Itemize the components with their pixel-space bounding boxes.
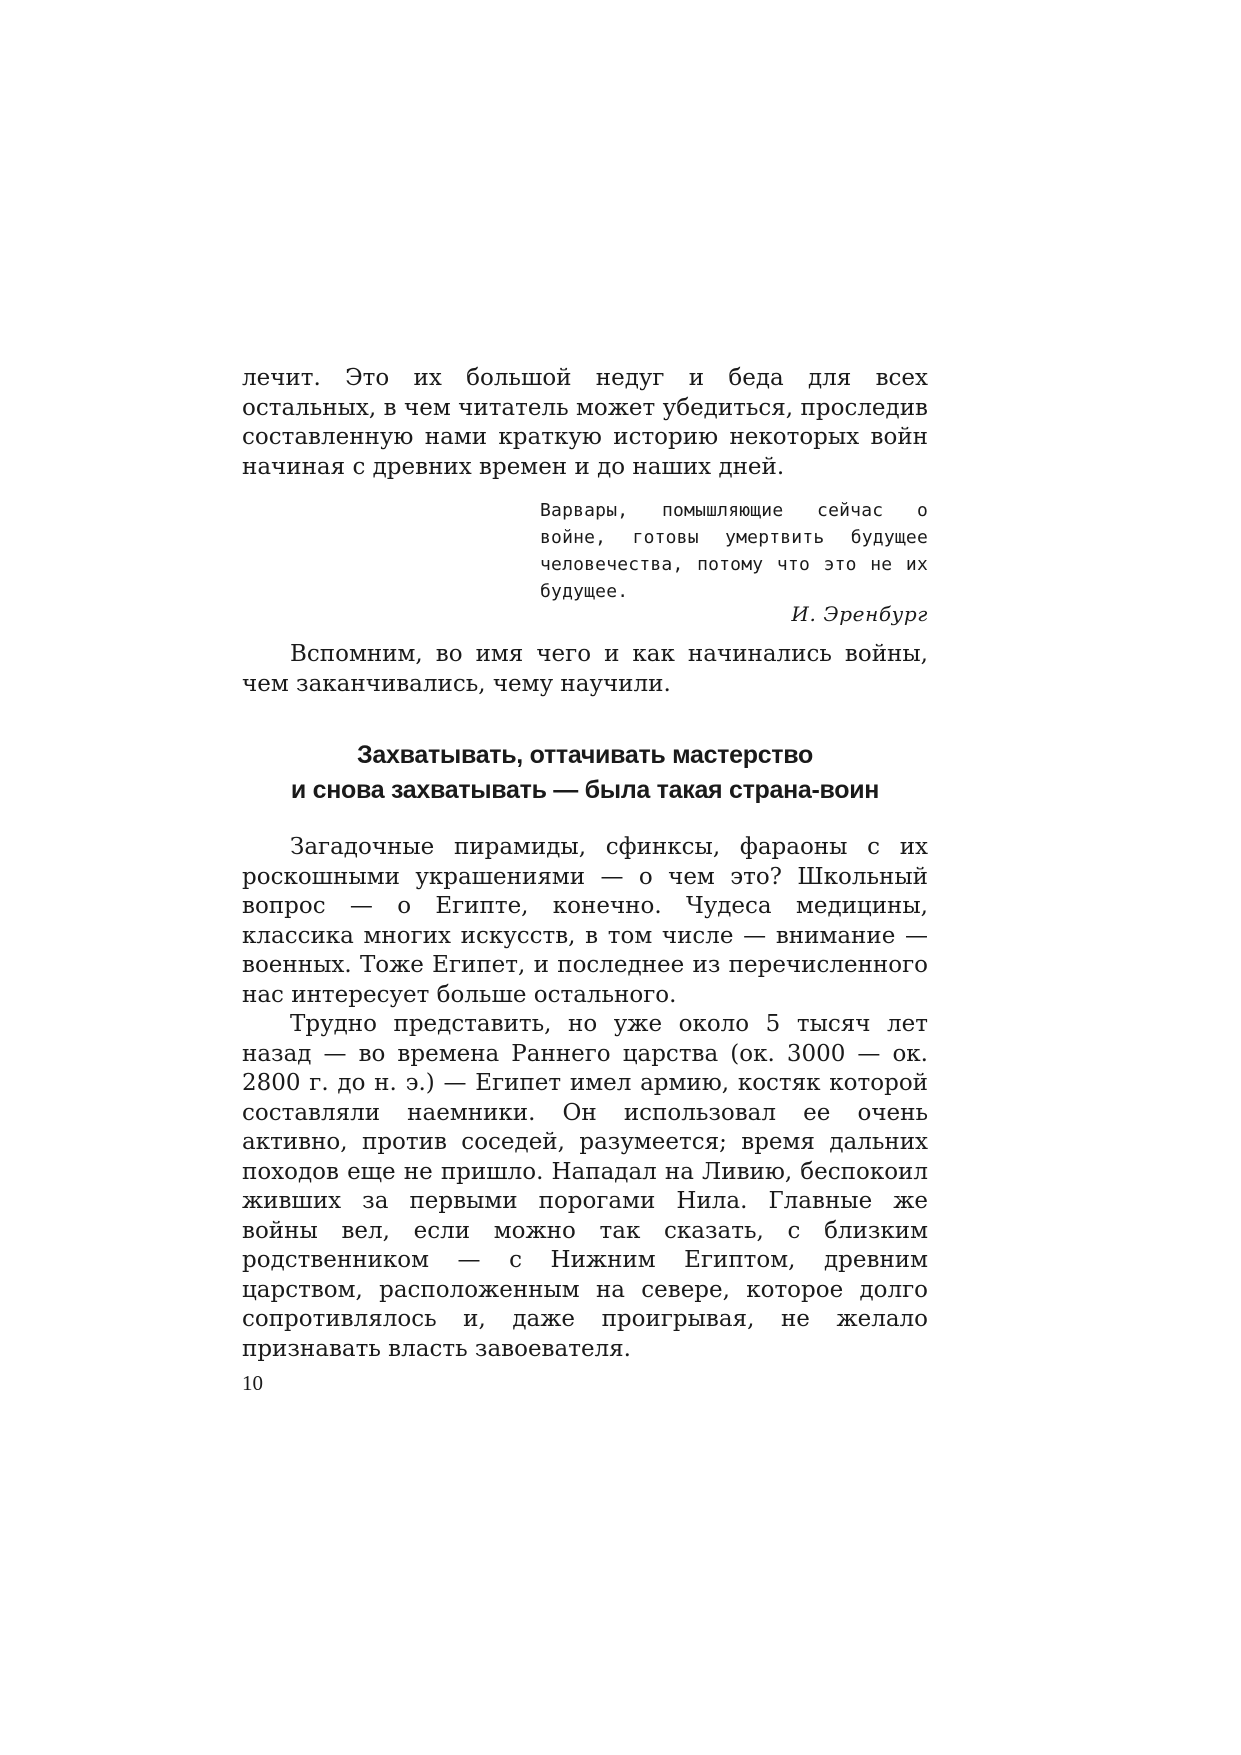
body-paragraph-1: Загадочные пирамиды, сфинксы, фараоны с их роскошными украшениями — о чем это? Школьный вопрос — о Египте, конечно. Чудеса медицины, классика многих искусств, в том числе — внимание — военных. Тоже Египет, и последнее из перечисленного нас интересует больше остального. (242, 834, 928, 1008)
recall-paragraph: Вспомним, во имя чего и как начинались войны, чем заканчивались, чему научили. (242, 641, 928, 697)
epigraph-author: И. Эренбург (791, 602, 928, 626)
body-text (242, 833, 928, 1364)
section-heading (242, 738, 928, 808)
epigraph-quote: Варвары, помышляющие сейчас о войне, готовы умертвить будущее человечества, потому что это не их будущее. (540, 500, 928, 602)
body-paragraph-2: Трудно представить, но уже около 5 тысяч лет назад — во времена Раннего царства (ок. 3000 — ок. 2800 г. до н. э.) — Египет имел армию, костяк которой составляли наемники. Он использовал ее очень активно, против соседей, разумеется; время дальних походов еще не пришло. Нападал на Ливию, беспокоил живших за первыми порогами Нила. Главные же войны вел, если можно так сказать, с близким родственником — с Нижним Египтом, древним царством, расположенным на севере, которое долго сопротивлялось и, даже проигрывая, не желало признавать власть завоевателя. (242, 1011, 928, 1362)
section-heading-line-2: и снова захватывать — была такая страна-воин (290, 776, 880, 804)
recall-text (242, 640, 928, 699)
section-heading-line-1: Захватывать, оттачивать мастерство (357, 741, 813, 769)
intro-paragraph: лечит. Это их большой недуг и беда для всех остальных, в чем читатель может убедиться, проследив составленную нами краткую историю некоторых войн начиная с древних времен и до наших дней. (242, 365, 928, 480)
intro-text (242, 364, 928, 482)
page-number: 10 (242, 1371, 263, 1395)
